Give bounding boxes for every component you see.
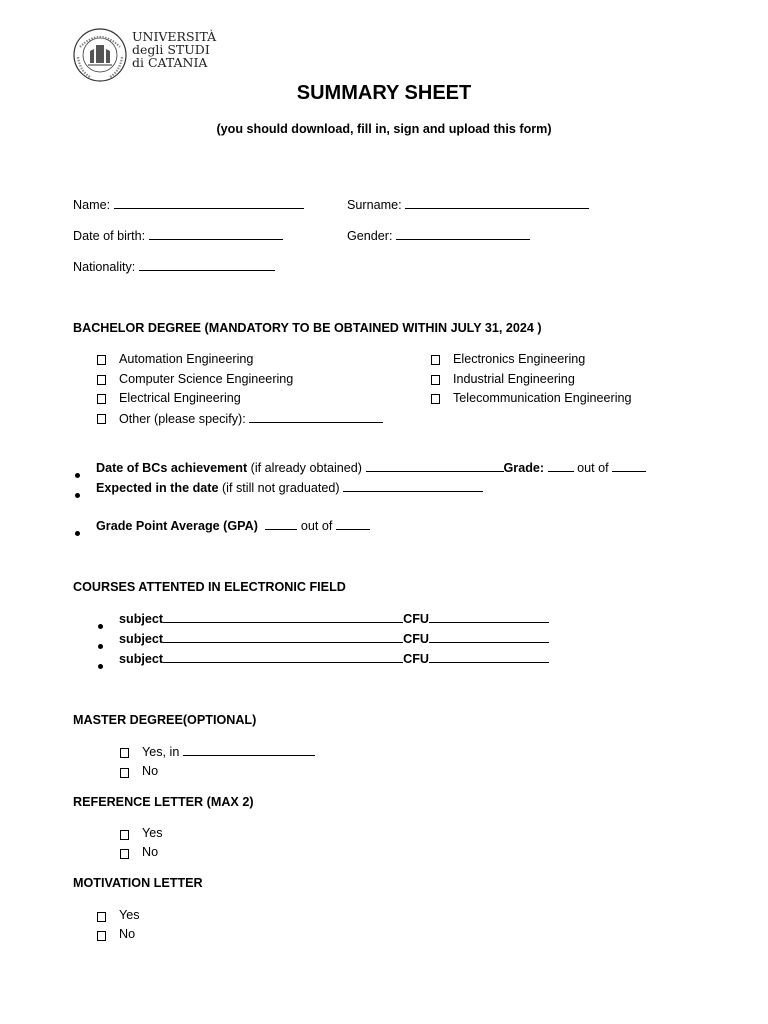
bullet-icon [75, 465, 80, 483]
option-label: Telecommunication Engineering [453, 391, 632, 405]
gpa-field[interactable] [265, 518, 297, 530]
course-row [119, 611, 549, 627]
checkbox-motivation-no[interactable] [97, 928, 106, 946]
option-label: Computer Science Engineering [119, 372, 294, 386]
surname-field[interactable] [405, 197, 589, 209]
checkbox-electrical[interactable] [97, 391, 106, 409]
grade-field[interactable] [548, 460, 574, 472]
gpa-max-field[interactable] [336, 518, 370, 530]
gender-label: Gender: [347, 229, 393, 243]
expected-date-note: (if still not graduated) [218, 481, 340, 495]
checkbox-master-yes[interactable] [120, 745, 129, 763]
surname-row [347, 197, 589, 213]
nationality-field[interactable] [139, 259, 275, 271]
cfu-field[interactable] [429, 631, 549, 643]
bachelor-heading: BACHELOR DEGREE (MANDATORY TO BE OBTAINED WITHIN JULY 31, 2024 ) [73, 321, 542, 335]
expected-date-row [96, 480, 483, 496]
bullet-icon [75, 485, 80, 503]
cfu-label: CFU [403, 612, 429, 626]
cfu-label: CFU [403, 652, 429, 666]
page-title: SUMMARY SHEET [296, 82, 472, 104]
reference-heading: REFERENCE LETTER (MAX 2) [73, 795, 254, 809]
checkbox-master-no[interactable] [120, 765, 129, 783]
motivation-yes-label: Yes [119, 908, 140, 922]
checkbox-other[interactable] [97, 411, 106, 429]
logo-line-1: UNIVERSITÀ [132, 29, 217, 44]
reference-no-label: No [142, 845, 159, 859]
bcs-date-label: Date of BCs achievement [96, 461, 248, 475]
bcs-date-field[interactable] [366, 460, 504, 472]
cfu-label: CFU [403, 632, 429, 646]
option-label: Electronics Engineering [453, 352, 586, 366]
gender-row [347, 228, 530, 244]
checkbox-automation[interactable] [97, 352, 106, 370]
master-yes-label: Yes, in [142, 745, 180, 759]
dob-label: Date of birth: [73, 229, 146, 243]
expected-date-label: Expected in the date [96, 481, 219, 495]
checkbox-reference-yes[interactable] [120, 827, 129, 845]
name-row [73, 197, 304, 213]
checkbox-computer-science[interactable] [97, 372, 106, 390]
option-label: Industrial Engineering [453, 372, 575, 386]
subject-field[interactable] [163, 611, 403, 623]
cfu-field[interactable] [429, 651, 549, 663]
bullet-icon [75, 523, 80, 541]
option-label: Other (please specify): [119, 412, 246, 426]
reference-yes-label: Yes [142, 826, 163, 840]
name-label: Name: [73, 198, 111, 212]
expected-date-field[interactable] [343, 480, 483, 492]
university-logo [70, 27, 217, 83]
bullet-icon [98, 636, 103, 654]
master-yes-row [142, 744, 315, 760]
gender-field[interactable] [396, 228, 530, 240]
subject-label: subject [119, 612, 164, 626]
checkbox-reference-no[interactable] [120, 846, 129, 864]
logo-line-2: degli STUDI [132, 42, 210, 57]
page-subtitle: (you should download, fill in, sign and upload this form) [216, 122, 552, 136]
bullet-icon [98, 616, 103, 634]
option-label: Automation Engineering [119, 352, 254, 366]
university-seal-icon [70, 27, 130, 83]
subject-label: subject [119, 652, 164, 666]
courses-heading: COURSES ATTENTED IN ELECTRONIC FIELD [73, 580, 346, 594]
course-row [119, 651, 549, 667]
checkbox-industrial[interactable] [431, 372, 440, 390]
bullet-icon [98, 656, 103, 674]
cfu-field[interactable] [429, 611, 549, 623]
gpa-row [96, 518, 370, 534]
nationality-label: Nationality: [73, 260, 136, 274]
grade-max-field[interactable] [612, 460, 646, 472]
course-row [119, 631, 549, 647]
master-heading: MASTER DEGREE(OPTIONAL) [73, 713, 257, 727]
dob-field[interactable] [149, 228, 283, 240]
master-no-label: No [142, 764, 159, 778]
bcs-date-row [96, 460, 646, 476]
bcs-date-note: (if already obtained) [247, 461, 362, 475]
motivation-no-label: No [119, 927, 136, 941]
option-label: Electrical Engineering [119, 391, 241, 405]
grade-out-of: out of [577, 461, 609, 475]
motivation-heading: MOTIVATION LETTER [73, 876, 203, 890]
grade-label: Grade: [503, 461, 545, 475]
gpa-out-of: out of [300, 519, 333, 533]
gpa-label: Grade Point Average (GPA) [96, 519, 258, 533]
nationality-row [73, 259, 275, 275]
master-yes-field[interactable] [183, 744, 315, 756]
checkbox-motivation-yes[interactable] [97, 909, 106, 927]
checkbox-electronics[interactable] [431, 352, 440, 370]
subject-field[interactable] [163, 651, 403, 663]
subject-field[interactable] [163, 631, 403, 643]
surname-label: Surname: [347, 198, 402, 212]
dob-row [73, 228, 283, 244]
logo-line-3: di CATANIA [132, 55, 208, 70]
other-row [119, 411, 383, 427]
subject-label: subject [119, 632, 164, 646]
checkbox-telecommunication[interactable] [431, 391, 440, 409]
other-specify-field[interactable] [249, 411, 383, 423]
name-field[interactable] [114, 197, 304, 209]
